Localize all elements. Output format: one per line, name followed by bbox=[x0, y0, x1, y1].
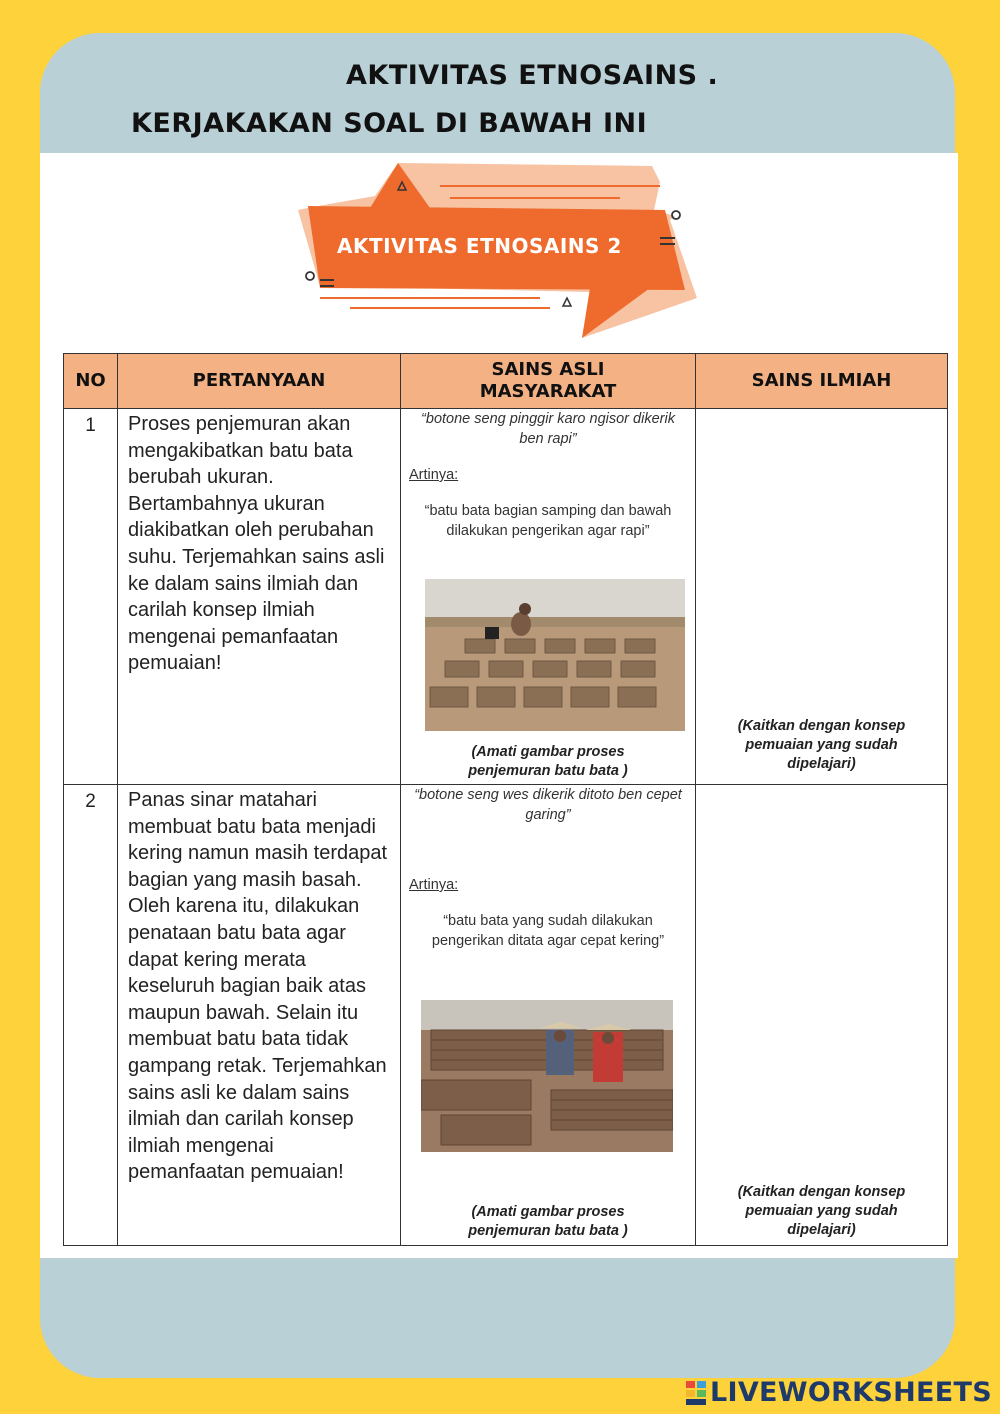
page-title: AKTIVITAS ETNOSAINS . bbox=[346, 60, 719, 91]
table-row bbox=[64, 409, 948, 785]
liveworksheets-logo-icon bbox=[685, 1380, 707, 1406]
artinya-label: Artinya: bbox=[409, 877, 459, 893]
liveworksheets-logo bbox=[685, 1377, 992, 1408]
header-no: NO bbox=[64, 354, 118, 409]
answer-hint bbox=[696, 1183, 947, 1240]
table-row bbox=[64, 785, 948, 1246]
answer-hint-line1: (Kaitkan dengan konsep bbox=[737, 718, 906, 734]
photo-caption bbox=[401, 743, 695, 781]
translation-text: “batu bata bagian samping dan bawah dilakukan pengerikan agar rapi” bbox=[424, 503, 672, 539]
answer-hint-line3: dipelajari) bbox=[787, 756, 856, 772]
answer-hint-line2: pemuaian yang sudah bbox=[745, 737, 898, 753]
local-science-cell bbox=[401, 785, 696, 1246]
question-text: Proses penjemuran akan mengakibatkan batu bata berubah ukuran. Bertambahnya ukuran diakibatkan oleh perubahan suhu. Terjemahkan sains asli ke dalam sains ilmiah dan carilah konsep ilmiah mengenai pemanfaatan pemuaian! bbox=[118, 409, 401, 785]
header-local-science-line2: MASYARAKAT bbox=[479, 381, 617, 402]
question-text: Panas sinar matahari membuat batu bata menjadi kering namun masih terdapat bagian yang masih basah. Oleh karena itu, dilakukan penataan batu bata agar dapat kering merata keseluruh bagian baik atas maupun bawah. Selain itu membuat batu bata tidak gampang retak. Terjemahkan sains asli ke dalam sains ilmiah dan carilah konsep ilmiah mengenai pemanfaatan pemuaian! bbox=[118, 785, 401, 1246]
photo-caption-line2: penjemuran batu bata ) bbox=[468, 763, 628, 779]
photo-caption bbox=[401, 1203, 695, 1241]
local-science-cell bbox=[401, 409, 696, 785]
photo-caption-line2: penjemuran batu bata ) bbox=[468, 1223, 628, 1239]
translation-text: “batu bata yang sudah dilakukan pengerikan ditata agar cepat kering” bbox=[431, 913, 665, 949]
brick-drying-photo bbox=[425, 579, 685, 731]
photo-caption-line1: (Amati gambar proses bbox=[471, 1204, 625, 1220]
artinya-label: Artinya: bbox=[409, 467, 459, 483]
row-number: 2 bbox=[64, 785, 118, 1246]
row-number: 1 bbox=[64, 409, 118, 785]
instruction-heading: KERJAKAKAN SOAL DI BAWAH INI bbox=[131, 108, 648, 139]
header-scientific: SAINS ILMIAH bbox=[696, 354, 948, 409]
local-quote: “botone seng pinggir karo ngisor dikerik ben rapi” bbox=[421, 411, 675, 447]
answer-hint-line3: dipelajari) bbox=[787, 1222, 856, 1238]
scientific-answer-cell[interactable] bbox=[696, 409, 948, 785]
header-local-science bbox=[401, 354, 696, 409]
answer-hint-line2: pemuaian yang sudah bbox=[745, 1203, 898, 1219]
scientific-answer-cell[interactable] bbox=[696, 785, 948, 1246]
table-header-row bbox=[64, 354, 948, 409]
brick-stacking-photo bbox=[421, 1000, 673, 1152]
local-quote: “botone seng wes dikerik ditoto ben cepet garing” bbox=[414, 787, 682, 823]
worksheet-table bbox=[63, 353, 948, 1246]
header-local-science-line1: SAINS ASLI bbox=[491, 359, 605, 380]
header-question: PERTANYAAN bbox=[118, 354, 401, 409]
photo-caption-line1: (Amati gambar proses bbox=[471, 744, 625, 760]
liveworksheets-logo-text: LIVEWORKSHEETS bbox=[709, 1377, 992, 1408]
banner-title: AKTIVITAS ETNOSAINS 2 bbox=[337, 234, 622, 258]
answer-hint-line1: (Kaitkan dengan konsep bbox=[737, 1184, 906, 1200]
answer-hint bbox=[696, 717, 947, 774]
